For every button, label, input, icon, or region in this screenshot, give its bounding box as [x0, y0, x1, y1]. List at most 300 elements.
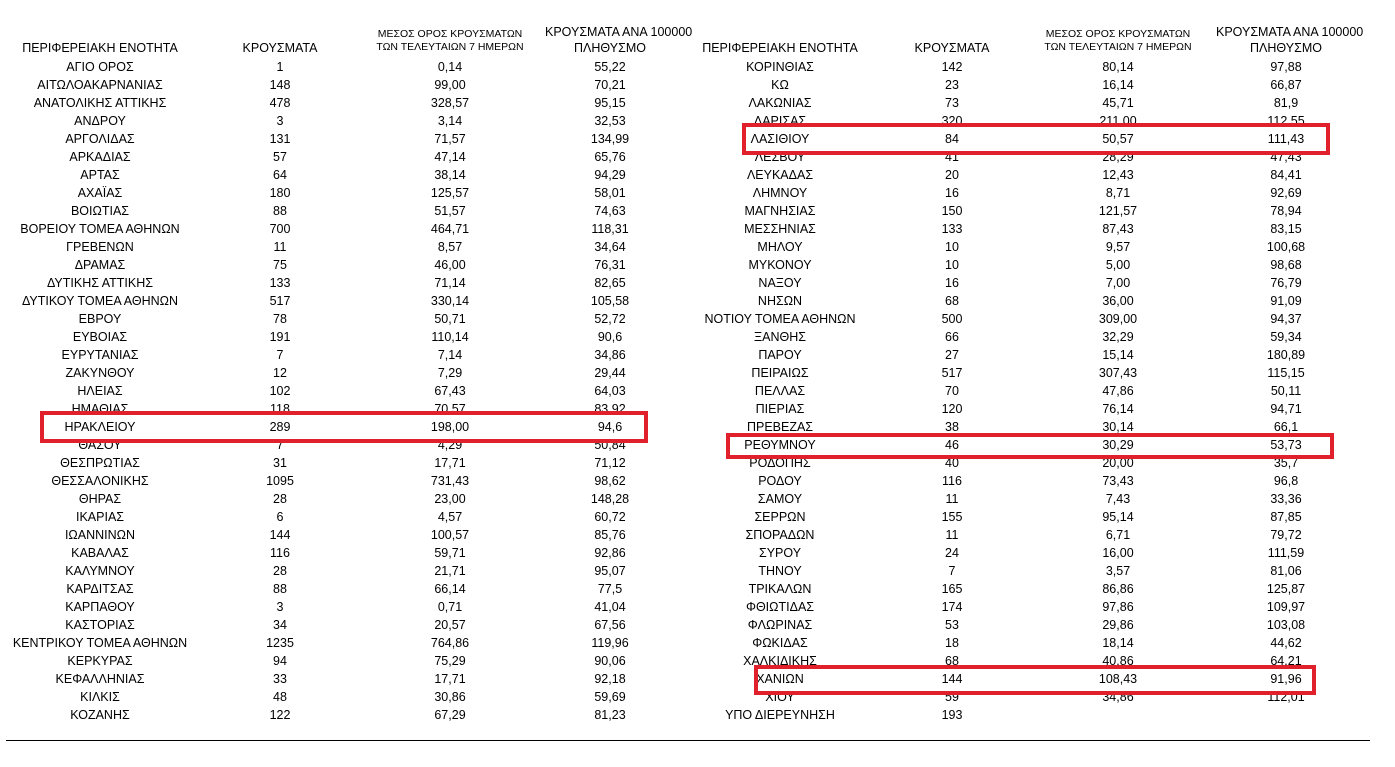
avg7-cell: 17,71: [434, 456, 466, 470]
region-cell: ΑΓΙΟ ΟΡΟΣ: [66, 60, 134, 74]
per100k-cell: 60,72: [594, 510, 626, 524]
region-cell: ΣΕΡΡΩΝ: [754, 510, 806, 524]
per100k-cell: 64,03: [594, 384, 626, 398]
table-row: [0, 238, 690, 256]
table-row: [696, 688, 1380, 706]
region-cell: ΚΟΖΑΝΗΣ: [70, 708, 130, 722]
avg7-cell: 67,43: [434, 384, 466, 398]
table-row: [696, 148, 1380, 166]
cases-cell: 116: [942, 474, 962, 488]
per100k-cell: 33,36: [1270, 492, 1302, 506]
cases-cell: 517: [941, 366, 963, 380]
region-cell: ΛΑΚΩΝΙΑΣ: [748, 96, 812, 110]
per100k-cell: 50,11: [1270, 384, 1302, 398]
cases-cell: 78: [273, 312, 287, 326]
table-row: [0, 94, 690, 112]
region-cell: ΕΒΡΟΥ: [78, 312, 122, 326]
per100k-cell: 78,94: [1270, 204, 1302, 218]
table-row: [696, 202, 1380, 220]
region-cell: ΔΥΤΙΚΗΣ ΑΤΤΙΚΗΣ: [47, 276, 153, 290]
table-row: [0, 310, 690, 328]
cases-cell: 38: [945, 420, 959, 434]
cases-cell: 150: [941, 204, 963, 218]
avg7-cell: 328,57: [430, 96, 470, 110]
region-cell: ΦΛΩΡΙΝΑΣ: [747, 618, 813, 632]
table-row: [0, 616, 690, 634]
avg7-cell: 464,71: [430, 222, 470, 236]
cases-cell: 7: [276, 438, 284, 452]
table-row: [696, 274, 1380, 292]
avg7-cell: 23,00: [434, 492, 466, 506]
region-cell: ΜΑΓΝΗΣΙΑΣ: [744, 204, 816, 218]
table-row: [696, 454, 1380, 472]
avg7-cell: 731,43: [430, 474, 470, 488]
cases-cell: 88: [273, 582, 287, 596]
table-row: [0, 652, 690, 670]
per100k-cell: 92,69: [1270, 186, 1302, 200]
avg7-cell: 47,86: [1102, 384, 1134, 398]
table-row: [696, 166, 1380, 184]
region-header: ΠΕΡΙΦΕΡΕΙΑΚΗ ΕΝΟΤΗΤΑ: [22, 41, 178, 55]
region-cell: ΥΠΟ ΔΙΕΡΕΥΝΗΣΗ: [725, 708, 835, 722]
per100k-cell: 105,58: [590, 294, 630, 308]
per100k-cell: 112,01: [1267, 690, 1305, 704]
region-cell: ΑΡΚΑΔΙΑΣ: [69, 150, 131, 164]
table-row: [0, 688, 690, 706]
avg-header-line2: ΤΩΝ ΤΕΛΕΥΤΑΙΩΝ 7 ΗΜΕΡΩΝ: [1044, 41, 1192, 53]
region-cell: ΑΡΓΟΛΙΔΑΣ: [65, 132, 135, 146]
table-row: [0, 454, 690, 472]
region-cell: ΗΡΑΚΛΕΙΟΥ: [64, 420, 136, 434]
table-row: [0, 400, 690, 418]
cases-cell: 11: [945, 528, 959, 542]
region-cell: ΚΩ: [771, 78, 789, 92]
bottom-rule: [6, 740, 1370, 741]
per100k-cell: 34,64: [594, 240, 626, 254]
avg-header-line2: ΤΩΝ ΤΕΛΕΥΤΑΙΩΝ 7 ΗΜΕΡΩΝ: [376, 41, 524, 53]
cases-cell: 18: [945, 636, 959, 650]
table-row: [696, 472, 1380, 490]
table-row: [696, 598, 1380, 616]
cases-cell: 16: [945, 276, 959, 290]
avg7-cell: 30,29: [1102, 438, 1134, 452]
region-cell: ΔΥΤΙΚΟΥ ΤΟΜΕΑ ΑΘΗΝΩΝ: [21, 294, 179, 308]
per100k-cell: 67,56: [594, 618, 626, 632]
region-cell: ΛΑΡΙΣΑΣ: [753, 114, 807, 128]
table-row: [696, 400, 1380, 418]
per100k-cell: 125,87: [1266, 582, 1306, 596]
per100k-cell: 92,18: [594, 672, 626, 686]
table-row: [696, 112, 1380, 130]
avg7-cell: 28,29: [1102, 150, 1134, 164]
per100k-cell: 100,68: [1266, 240, 1306, 254]
region-cell: ΚΕΡΚΥΡΑΣ: [67, 654, 133, 668]
table-row: [0, 526, 690, 544]
region-cell: ΤΡΙΚΑΛΩΝ: [748, 582, 812, 596]
avg7-cell: 20,00: [1102, 456, 1134, 470]
region-cell: ΚΑΡΠΑΘΟΥ: [65, 600, 135, 614]
region-cell: ΣΥΡΟΥ: [758, 546, 802, 560]
cases-cell: 68: [945, 654, 959, 668]
avg7-cell: 51,57: [434, 204, 466, 218]
table-row: [696, 544, 1380, 562]
avg7-cell: 95,14: [1102, 510, 1134, 524]
avg7-cell: 70,57: [434, 402, 466, 416]
cases-cell: 64: [273, 168, 287, 182]
region-cell: ΑΝΑΤΟΛΙΚΗΣ ΑΤΤΙΚΗΣ: [33, 96, 167, 110]
table-row: [0, 76, 690, 94]
avg7-cell: 99,00: [434, 78, 466, 92]
table-row: [696, 436, 1380, 454]
avg7-cell: 18,14: [1102, 636, 1134, 650]
cases-cell: 144: [269, 528, 291, 542]
cases-cell: 500: [941, 312, 963, 326]
avg7-cell: 764,86: [430, 636, 470, 650]
per100k-cell: 103,08: [1266, 618, 1306, 632]
per100k-cell: 52,72: [594, 312, 626, 326]
table-row: [696, 580, 1380, 598]
cases-cell: 131: [269, 132, 291, 146]
region-cell: ΕΥΡΥΤΑΝΙΑΣ: [61, 348, 139, 362]
region-cell: ΚΕΝΤΡΙΚΟΥ ΤΟΜΕΑ ΑΘΗΝΩΝ: [12, 636, 188, 650]
table-row: [0, 706, 690, 724]
region-cell: ΧΑΝΙΩΝ: [756, 672, 804, 686]
region-cell: ΕΥΒΟΙΑΣ: [72, 330, 128, 344]
per100k-cell: 92,86: [594, 546, 626, 560]
per100k-cell: 47,43: [1270, 150, 1302, 164]
table-row: [696, 58, 1380, 76]
per100k-cell: 81,06: [1270, 564, 1302, 578]
right-table-header: [696, 0, 1380, 58]
avg7-cell: 100,57: [430, 528, 470, 542]
avg7-cell: 9,57: [1105, 240, 1131, 254]
cases-cell: 59: [945, 690, 959, 704]
per100k-cell: 148,28: [590, 492, 630, 506]
table-row: [0, 274, 690, 292]
avg7-cell: 59,71: [434, 546, 466, 560]
region-cell: ΠΕΙΡΑΙΩΣ: [751, 366, 809, 380]
table-row: [0, 328, 690, 346]
table-row: [0, 382, 690, 400]
table-row: [696, 706, 1380, 724]
cases-cell: 40: [945, 456, 959, 470]
cases-cell: 155: [941, 510, 963, 524]
region-cell: ΚΑΡΔΙΤΣΑΣ: [66, 582, 134, 596]
avg7-cell: 108,43: [1098, 672, 1138, 686]
avg7-cell: 7,43: [1105, 492, 1131, 506]
avg7-cell: 0,14: [437, 60, 463, 74]
region-header: ΠΕΡΙΦΕΡΕΙΑΚΗ ΕΝΟΤΗΤΑ: [702, 41, 858, 55]
per100k-cell: 76,31: [594, 258, 626, 272]
avg7-cell: 76,14: [1102, 402, 1134, 416]
cases-cell: 6: [276, 510, 284, 524]
table-row: [696, 526, 1380, 544]
per100k-cell: 90,6: [597, 330, 623, 344]
per100k-cell: 82,65: [594, 276, 626, 290]
region-cell: ΣΠΟΡΑΔΩΝ: [745, 528, 815, 542]
per100k-cell: 95,07: [594, 564, 626, 578]
table-row: [696, 562, 1380, 580]
region-cell: ΝΑΞΟΥ: [758, 276, 802, 290]
avg7-cell: 3,57: [1105, 564, 1131, 578]
table-row: [696, 94, 1380, 112]
avg7-cell: 198,00: [430, 420, 470, 434]
region-cell: ΧΙΟΥ: [765, 690, 795, 704]
per100k-cell: 32,53: [594, 114, 626, 128]
per100k-cell: 91,96: [1270, 672, 1302, 686]
avg7-cell: 86,86: [1102, 582, 1134, 596]
cases-cell: 700: [269, 222, 291, 236]
cases-cell: 33: [273, 672, 287, 686]
avg7-cell: 5,00: [1105, 258, 1131, 272]
avg-header-line1: ΜΕΣΟΣ ΟΡΟΣ ΚΡΟΥΣΜΑΤΩΝ: [1045, 28, 1191, 40]
cases-cell: 193: [941, 708, 963, 722]
per100k-cell: 74,63: [594, 204, 626, 218]
region-cell: ΜΗΛΟΥ: [757, 240, 803, 254]
region-cell: ΘΕΣΠΡΩΤΙΑΣ: [60, 456, 140, 470]
region-cell: ΛΑΣΙΘΙΟΥ: [750, 132, 810, 146]
cases-cell: 28: [273, 564, 287, 578]
per100k-header-line2: ΠΛΗΘΥΣΜΟ: [1250, 41, 1322, 55]
cases-cell: 102: [269, 384, 291, 398]
cases-cell: 27: [945, 348, 959, 362]
table-row: [696, 508, 1380, 526]
region-cell: ΙΩΑΝΝΙΝΩΝ: [64, 528, 136, 542]
region-cell: ΤΗΝΟΥ: [758, 564, 802, 578]
per100k-cell: 95,15: [594, 96, 626, 110]
per100k-cell: 66,87: [1270, 78, 1302, 92]
table-row: [0, 580, 690, 598]
per100k-cell: 66,1: [1273, 420, 1299, 434]
per100k-cell: 50,84: [594, 438, 626, 452]
per100k-cell: 83,15: [1270, 222, 1302, 236]
region-cell: ΦΩΚΙΔΑΣ: [752, 636, 808, 650]
avg7-cell: 211,00: [1099, 114, 1137, 128]
region-cell: ΑΝΔΡΟΥ: [74, 114, 126, 128]
avg7-cell: 4,29: [437, 438, 463, 452]
avg7-cell: 309,00: [1098, 312, 1138, 326]
avg7-cell: 16,00: [1102, 546, 1134, 560]
cases-cell: 133: [941, 222, 963, 236]
table-row: [0, 346, 690, 364]
table-row: [0, 544, 690, 562]
region-cell: ΛΕΥΚΑΔΑΣ: [746, 168, 814, 182]
region-cell: ΙΚΑΡΙΑΣ: [75, 510, 125, 524]
avg7-cell: 47,14: [434, 150, 466, 164]
per100k-cell: 41,04: [594, 600, 626, 614]
cases-cell: 142: [941, 60, 963, 74]
region-cell: ΧΑΛΚΙΔΙΚΗΣ: [743, 654, 817, 668]
cases-cell: 12: [273, 366, 287, 380]
cases-cell: 16: [945, 186, 959, 200]
region-cell: ΚΑΛΥΜΝΟΥ: [65, 564, 135, 578]
region-cell: ΛΗΜΝΟΥ: [752, 186, 808, 200]
avg7-cell: 20,57: [434, 618, 466, 632]
region-cell: ΝΟΤΙΟΥ ΤΟΜΕΑ ΑΘΗΝΩΝ: [704, 312, 856, 326]
region-cell: ΠΡΕΒΕΖΑΣ: [746, 420, 814, 434]
region-cell: ΓΡΕΒΕΝΩΝ: [66, 240, 134, 254]
per100k-cell: 71,12: [594, 456, 626, 470]
table-row: [696, 652, 1380, 670]
cases-cell: 174: [941, 600, 963, 614]
region-cell: ΡΟΔΟΠΗΣ: [749, 456, 811, 470]
region-cell: ΜΥΚΟΝΟΥ: [748, 258, 812, 272]
region-cell: ΘΗΡΑΣ: [78, 492, 122, 506]
region-cell: ΚΟΡΙΝΘΙΑΣ: [746, 60, 814, 74]
per100k-cell: 96,8: [1273, 474, 1299, 488]
per100k-cell: 112,55: [1267, 114, 1305, 128]
region-cell: ΒΟΙΩΤΙΑΣ: [70, 204, 130, 218]
avg7-cell: 8,57: [437, 240, 463, 254]
region-cell: ΝΗΣΩΝ: [757, 294, 803, 308]
per100k-cell: 55,22: [594, 60, 626, 74]
per100k-cell: 81,23: [594, 708, 626, 722]
table-row: [0, 58, 690, 76]
cases-cell: 7: [948, 564, 956, 578]
per100k-cell: 90,06: [594, 654, 626, 668]
cases-cell: 3: [276, 114, 284, 128]
table-row: [0, 472, 690, 490]
cases-cell: 180: [269, 186, 291, 200]
avg7-cell: 7,29: [437, 366, 463, 380]
cases-cell: 24: [945, 546, 959, 560]
region-cell: ΑΧΑΪΑΣ: [77, 186, 123, 200]
cases-cell: 31: [273, 456, 287, 470]
cases-cell: 165: [941, 582, 963, 596]
avg7-cell: 34,86: [1102, 690, 1134, 704]
region-cell: ΠΑΡΟΥ: [758, 348, 802, 362]
per100k-cell: 115,15: [1267, 366, 1305, 380]
cases-cell: 70: [945, 384, 959, 398]
avg7-cell: 50,57: [1102, 132, 1134, 146]
cases-cell: 289: [269, 420, 291, 434]
table-row: [0, 418, 690, 436]
cases-cell: 10: [945, 258, 959, 272]
per100k-cell: 94,37: [1270, 312, 1302, 326]
per100k-cell: 134,99: [590, 132, 630, 146]
table-row: [0, 202, 690, 220]
avg7-cell: 87,43: [1102, 222, 1134, 236]
cases-cell: 53: [945, 618, 959, 632]
per100k-cell: 58,01: [594, 186, 626, 200]
avg7-cell: 15,14: [1102, 348, 1134, 362]
per100k-cell: 34,86: [594, 348, 626, 362]
table-row: [696, 490, 1380, 508]
avg7-cell: 8,71: [1105, 186, 1131, 200]
per100k-cell: 77,5: [597, 582, 623, 596]
table-row: [696, 220, 1380, 238]
region-cell: ΚΕΦΑΛΛΗΝΙΑΣ: [55, 672, 145, 686]
table-row: [696, 256, 1380, 274]
avg7-cell: 67,29: [434, 708, 466, 722]
table-row: [0, 184, 690, 202]
cases-cell: 11: [273, 240, 287, 254]
avg7-cell: 80,14: [1102, 60, 1134, 74]
avg7-cell: 3,14: [437, 114, 463, 128]
table-row: [0, 292, 690, 310]
cases-cell: 144: [941, 672, 963, 686]
per100k-cell: 59,69: [594, 690, 626, 704]
avg7-cell: 38,14: [434, 168, 466, 182]
cases-cell: 48: [273, 690, 287, 704]
table-row: [696, 310, 1380, 328]
per100k-cell: 119,96: [591, 636, 629, 650]
region-cell: ΒΟΡΕΙΟΥ ΤΟΜΕΑ ΑΘΗΝΩΝ: [20, 222, 180, 236]
per100k-cell: 87,85: [1270, 510, 1302, 524]
table-row: [696, 382, 1380, 400]
cases-cell: 66: [945, 330, 959, 344]
per100k-header-line2: ΠΛΗΘΥΣΜΟ: [574, 41, 646, 55]
region-cell: ΞΑΝΘΗΣ: [754, 330, 806, 344]
region-cell: ΚΙΛΚΙΣ: [80, 690, 120, 704]
cases-cell: 73: [945, 96, 959, 110]
per100k-cell: 85,76: [594, 528, 626, 542]
cases-cell: 1: [276, 60, 284, 74]
region-cell: ΖΑΚΥΝΘΟΥ: [65, 366, 135, 380]
table-row: [0, 220, 690, 238]
cases-header: ΚΡΟΥΣΜΑΤΑ: [914, 41, 990, 55]
cases-cell: 3: [276, 600, 284, 614]
table-row: [0, 256, 690, 274]
table-row: [696, 418, 1380, 436]
region-cell: ΣΑΜΟΥ: [757, 492, 803, 506]
per100k-cell: 98,62: [594, 474, 626, 488]
per100k-cell: 94,6: [597, 420, 623, 434]
cases-cell: 148: [269, 78, 291, 92]
per100k-cell: 98,68: [1270, 258, 1302, 272]
per100k-cell: 180,89: [1266, 348, 1306, 362]
avg7-cell: 17,71: [434, 672, 466, 686]
per100k-cell: 44,62: [1270, 636, 1302, 650]
avg-header-line1: ΜΕΣΟΣ ΟΡΟΣ ΚΡΟΥΣΜΑΤΩΝ: [377, 28, 523, 40]
cases-cell: 320: [941, 114, 963, 128]
per100k-cell: 53,73: [1270, 438, 1302, 452]
avg7-cell: 30,86: [434, 690, 466, 704]
table-row: [696, 364, 1380, 382]
region-cell: ΠΙΕΡΙΑΣ: [755, 402, 805, 416]
avg7-cell: 46,00: [434, 258, 466, 272]
cases-cell: 120: [941, 402, 963, 416]
cases-cell: 94: [273, 654, 287, 668]
region-cell: ΗΛΕΙΑΣ: [77, 384, 123, 398]
avg7-cell: 12,43: [1102, 168, 1134, 182]
cases-cell: 10: [945, 240, 959, 254]
table-row: [696, 292, 1380, 310]
avg7-cell: 16,14: [1102, 78, 1134, 92]
cases-cell: 133: [269, 276, 291, 290]
per100k-cell: 65,76: [594, 150, 626, 164]
region-cell: ΑΡΤΑΣ: [80, 168, 120, 182]
table-row: [0, 148, 690, 166]
per100k-cell: 79,72: [1270, 528, 1302, 542]
table-row: [696, 670, 1380, 688]
avg7-cell: 75,29: [434, 654, 466, 668]
per100k-cell: 111,43: [1267, 132, 1305, 146]
cases-cell: 517: [269, 294, 291, 308]
per100k-cell: 64,21: [1270, 654, 1302, 668]
avg7-cell: 125,57: [430, 186, 470, 200]
per100k-header-line1: ΚΡΟΥΣΜΑΤΑ ΑΝΑ 100000: [1216, 25, 1364, 39]
region-cell: ΔΡΑΜΑΣ: [74, 258, 126, 272]
cases-cell: 88: [273, 204, 287, 218]
table-row: [0, 508, 690, 526]
region-cell: ΑΙΤΩΛΟΑΚΑΡΝΑΝΙΑΣ: [37, 78, 163, 92]
cases-cell: 28: [273, 492, 287, 506]
left-table-body: [0, 58, 690, 724]
avg7-cell: 0,71: [437, 600, 463, 614]
table-row: [0, 130, 690, 148]
cases-cell: 41: [945, 150, 959, 164]
